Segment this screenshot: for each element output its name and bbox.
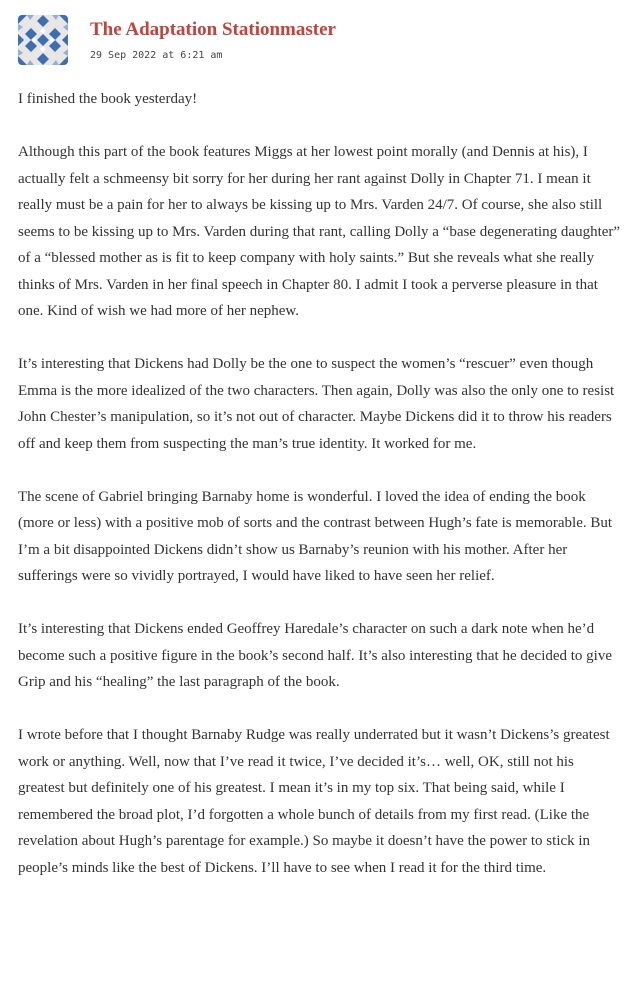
comment-author[interactable]: The Adaptation Stationmaster: [90, 19, 336, 40]
comment-body: [18, 86, 621, 908]
comment-paragraph: It’s interesting that Dickens ended Geoffrey Haredale’s character on such a dark note when he’d become such a positive figure in the book’s second half. It’s also interesting that he decided to give Grip and his “healing” the last paragraph of the book.: [18, 621, 613, 690]
comment-paragraph: The scene of Gabriel bringing Barnaby home is wonderful. I loved the idea of ending the book (more or less) with a positive mob of sorts and the contrast between Hugh’s fate is memorable. But I’m a bit disappointed Dickens didn’t show us Barnaby’s reunion with his mother. After her sufferings were so vividly portrayed, I would have liked to have seen her relief.: [18, 488, 613, 584]
comment-paragraph: I wrote before that I thought Barnaby Rudge was really underrated but it wasn’t Dickens’s greatest work or anything. Well, now that I’ve read it twice, I’ve decided it’s… well, OK, still not his greatest but definitely one of his greatest. I mean it’s in my top six. That being said, while I remembered the broad plot, I’d forgotten a whole bunch of details from my first read. (Like the revelation about Hugh’s parentage for example.) So maybe it doesn’t have the power to stick in people’s minds like the best of Dickens. I’ll have to see when I read it for the third time.: [18, 727, 610, 876]
comment-paragraph: I finished the book yesterday!: [18, 91, 198, 107]
comment-paragraph: Although this part of the book features Miggs at her lowest point morally (and Dennis at his), I actually felt a schmeensy bit sorry for her during her rant against Dolly in Chapter 71. I mean it really must be a pain for her to always be kissing up to Mrs. Varden 24/7. Of course, she also still seems to be kissing up to Mrs. Varden during that rant, calling Dolly a “base degenerating daughter” of a “blessed mother as is fit to keep company with holy saints.” But she reveals what she really thinks of Mrs. Varden in her final speech in Chapter 80. I admit I took a perverse pleasure in that one. Kind of wish we had more of her nephew.: [18, 144, 621, 319]
avatar[interactable]: [18, 15, 68, 65]
comment-date[interactable]: 29 Sep 2022 at 6:21 am: [90, 50, 223, 61]
comment-paragraph: It’s interesting that Dickens had Dolly be the one to suspect the women’s “rescuer” even though Emma is the more idealized of the two characters. Then again, Dolly was also the only one to resist John Chester’s manipulation, so it’s not out of character. Maybe Dickens did it to throw his readers off and keep them from suspecting the man’s true identity. It worked for me.: [18, 356, 615, 452]
quilt-pattern-avatar-icon: [18, 15, 68, 65]
